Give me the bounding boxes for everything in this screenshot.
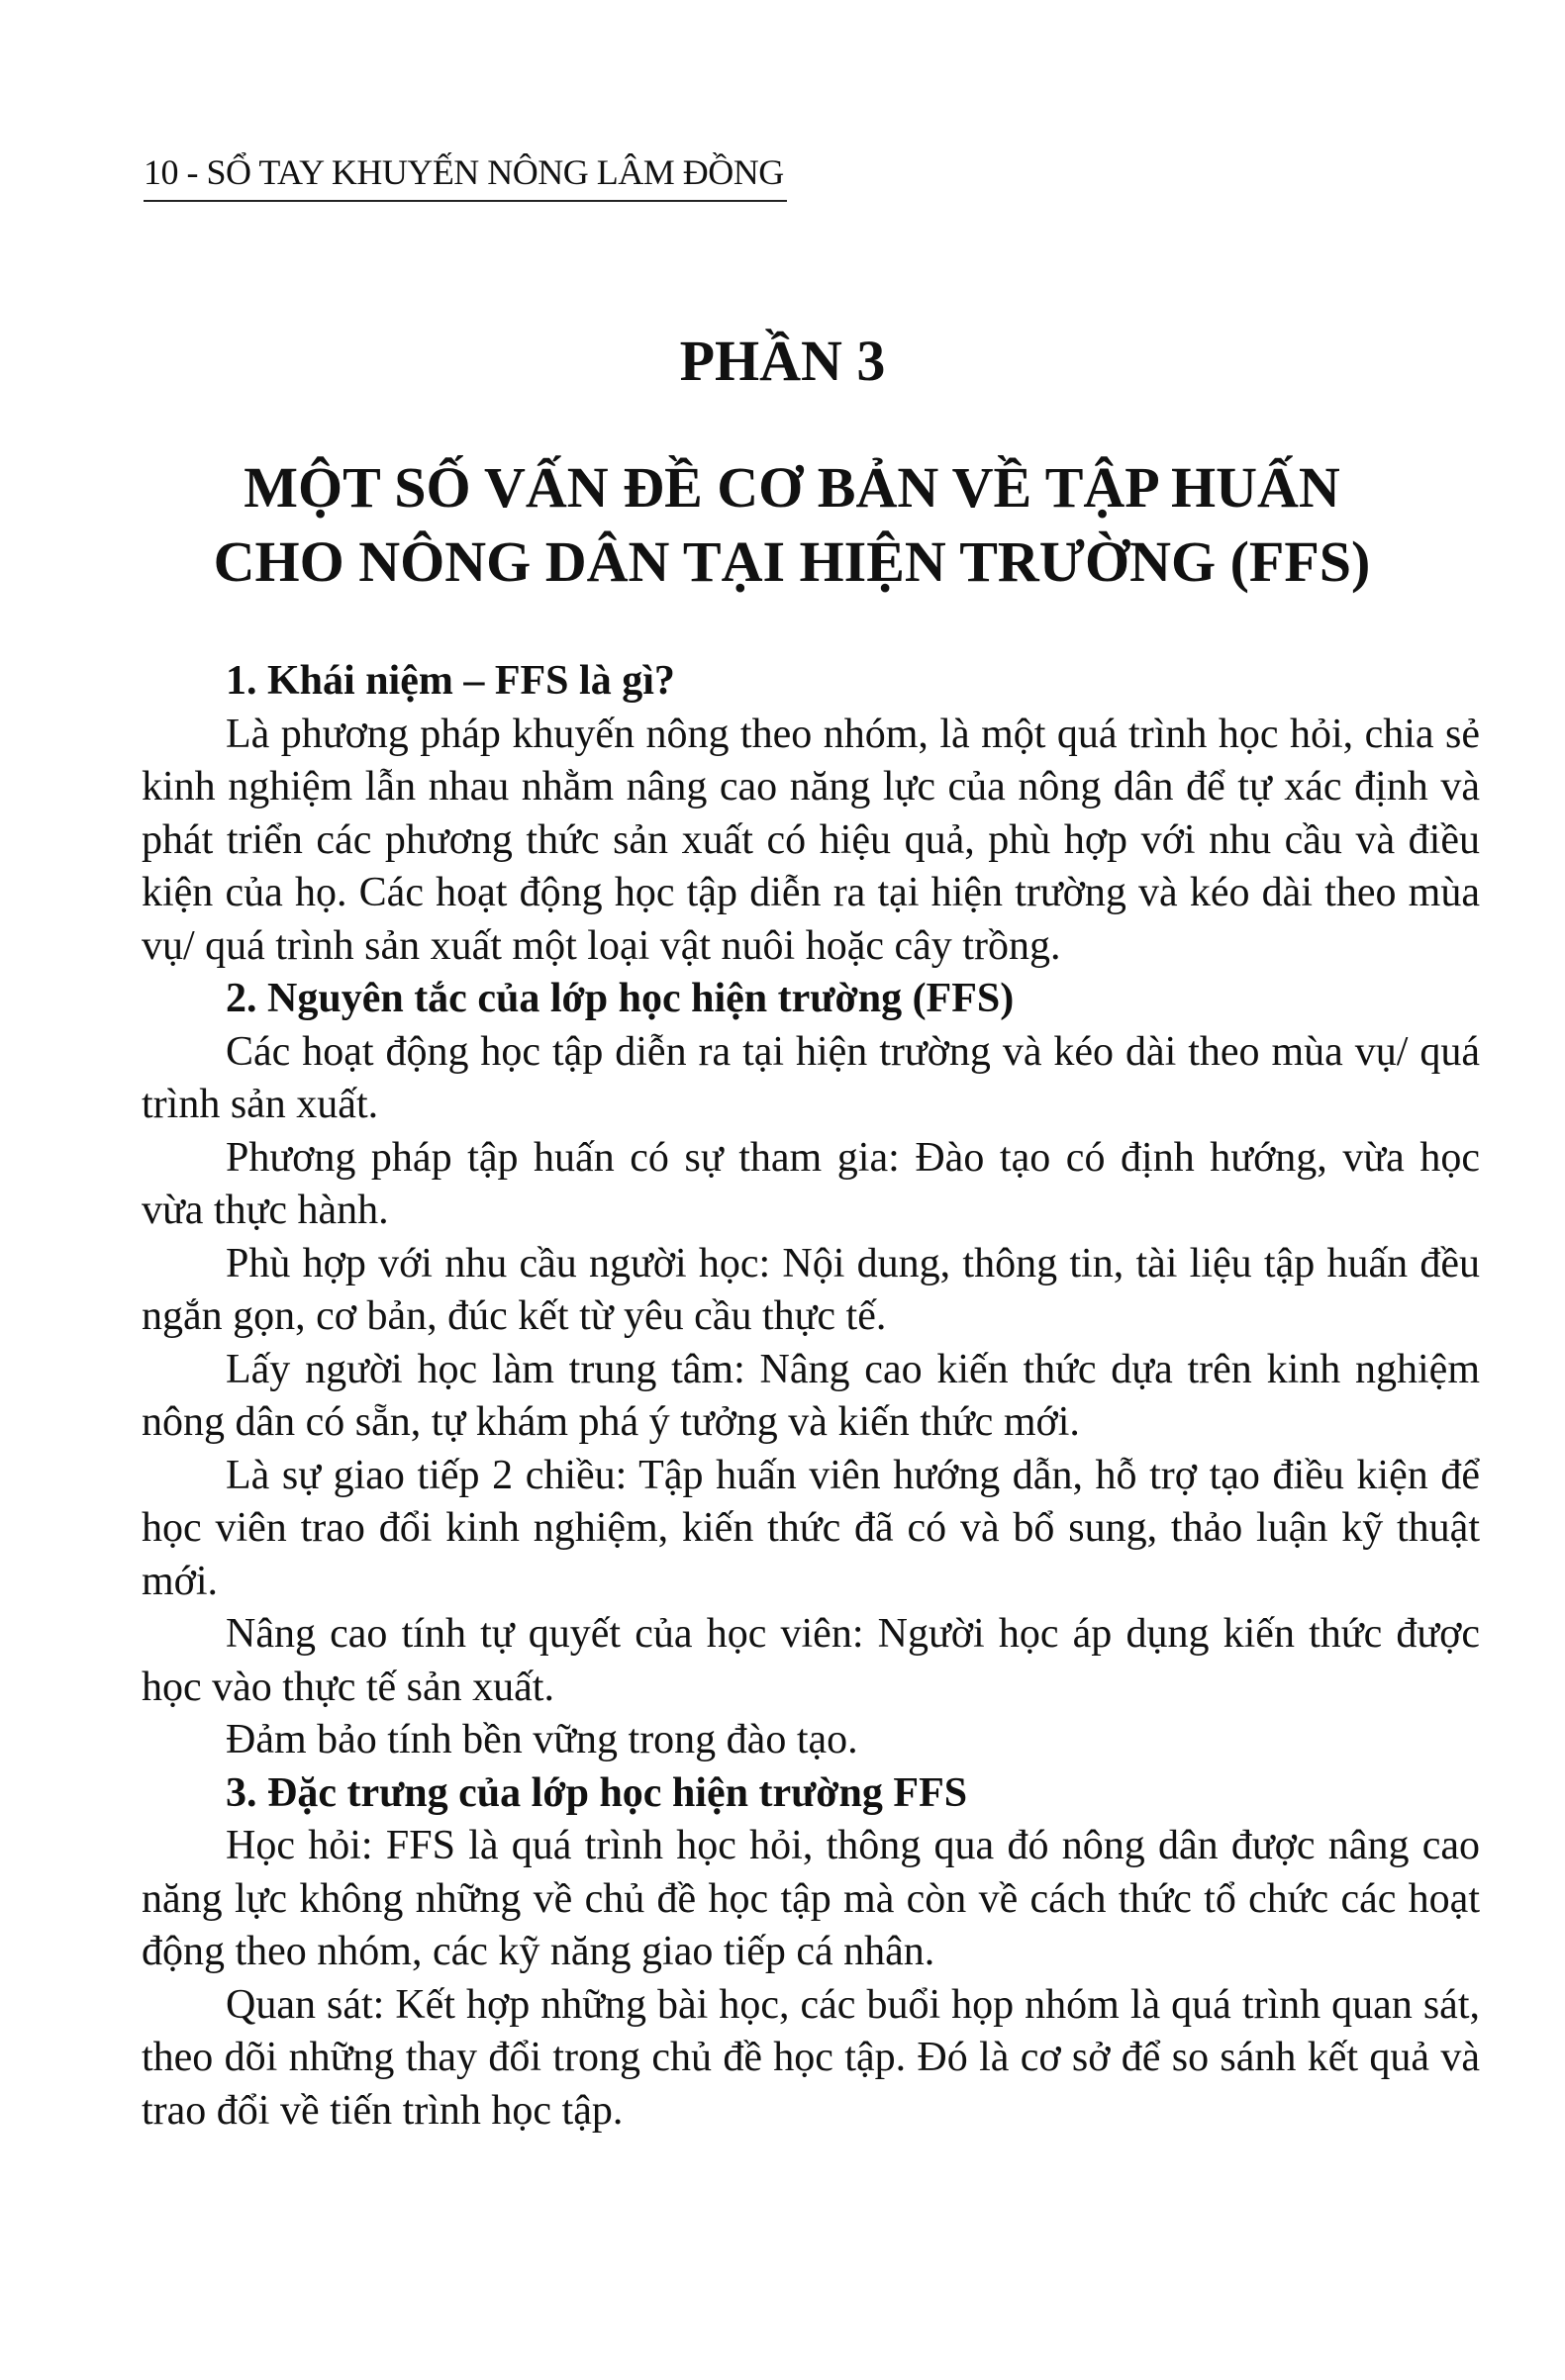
- paragraph: Phù hợp với nhu cầu người học: Nội dung, thông tin, tài liệu tập huấn đều ngắn gọn, cơ bản, đúc kết từ yêu cầu thực tế.: [142, 1240, 1480, 1339]
- body-text: [142, 655, 1480, 2138]
- part-title: PHẦN 3: [679, 329, 886, 393]
- section-heading-3: 3. Đặc trưng của lớp học hiện trường FFS: [226, 1769, 968, 1816]
- section-heading-1: 1. Khái niệm – FFS là gì?: [226, 658, 675, 704]
- paragraph: Đảm bảo tính bền vững trong đào tạo.: [226, 1717, 858, 1762]
- section-heading-2: 2. Nguyên tắc của lớp học hiện trường (FFS): [226, 976, 1015, 1021]
- paragraph: Là sự giao tiếp 2 chiều: Tập huấn viên hướng dẫn, hỗ trợ tạo điều kiện để học viên trao đổi kinh nghiệm, kiến thức đã có và bổ sung, thảo luận kỹ thuật mới.: [142, 1452, 1480, 1604]
- paragraph: Quan sát: Kết hợp những bài học, các buổi họp nhóm là quá trình quan sát, theo dõi những thay đổi trong chủ đề học tập. Đó là cơ sở để so sánh kết quả và trao đổi về tiến trình học tập.: [142, 1981, 1480, 2134]
- chapter-title-line-2: CHO NÔNG DÂN TẠI HIỆN TRƯỜNG (FFS): [213, 529, 1371, 594]
- chapter-title-line-1: MỘT SỐ VẤN ĐỀ CƠ BẢN VỀ TẬP HUẤN: [244, 455, 1340, 520]
- paragraph: Phương pháp tập huấn có sự tham gia: Đào tạo có định hướng, vừa học vừa thực hành.: [142, 1134, 1480, 1233]
- paragraph: Học hỏi: FFS là quá trình học hỏi, thông qua đó nông dân được nâng cao năng lực không những về chủ đề học tập mà còn về cách thức tổ chức các hoạt động theo nhóm, các kỹ năng giao tiếp cá nhân.: [142, 1823, 1480, 1974]
- running-head: 10 - SỔ TAY KHUYẾN NÔNG LÂM ĐỒNG: [144, 148, 787, 202]
- paragraph: Là phương pháp khuyến nông theo nhóm, là một quá trình học hỏi, chia sẻ kinh nghiệm lẫn nhau nhằm nâng cao năng lực của nông dân để tự xác định và phát triển các phương thức sản xuất có hiệu quả, phù hợp với nhu cầu và điều kiện của họ. Các hoạt động học tập diễn ra tại hiện trường và kéo dài theo mùa vụ/ quá trình sản xuất một loại vật nuôi hoặc cây trồng.: [142, 711, 1480, 969]
- paragraph: Lấy người học làm trung tâm: Nâng cao kiến thức dựa trên kinh nghiệm nông dân có sẵn, tự khám phá ý tưởng và kiến thức mới.: [142, 1346, 1480, 1445]
- paragraph: Các hoạt động học tập diễn ra tại hiện trường và kéo dài theo mùa vụ/ quá trình sản xuất.: [142, 1028, 1480, 1127]
- paragraph: Nâng cao tính tự quyết của học viên: Người học áp dụng kiến thức được học vào thực tế sản xuất.: [142, 1611, 1480, 1710]
- chapter-title: [99, 450, 1485, 599]
